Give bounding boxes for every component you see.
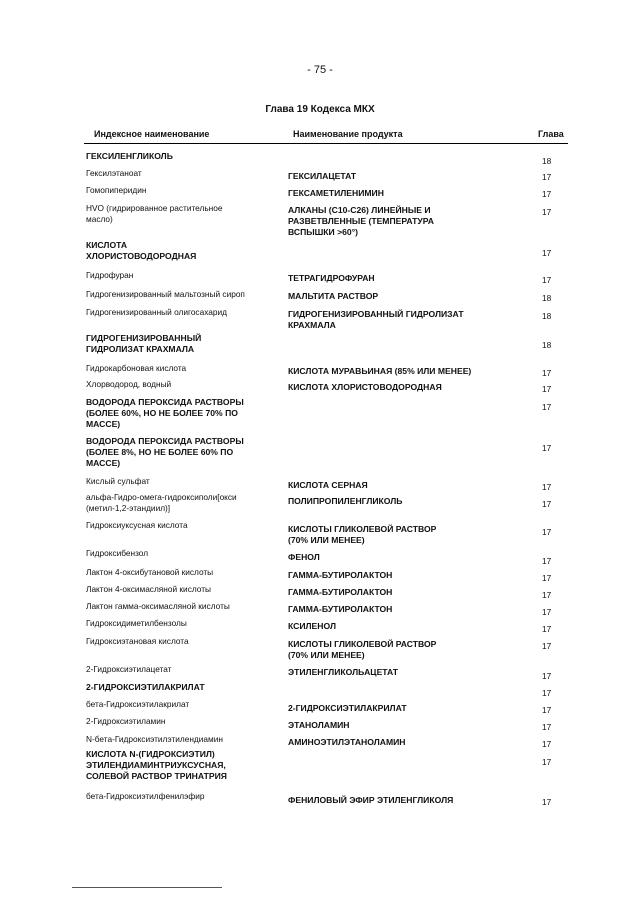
column-header-chapter: Глава <box>538 129 564 139</box>
product-name: 2-ГИДРОКСИЭТИЛАКРИЛАТ <box>288 703 407 713</box>
product-name: ТЕТРАГИДРОФУРАН <box>288 273 375 283</box>
product-name: ФЕНИЛОВЫЙ ЭФИР ЭТИЛЕНГЛИКОЛЯ <box>288 795 454 805</box>
footer-rule <box>72 887 222 888</box>
chapter-number: 17 <box>542 797 552 807</box>
index-name: HVO (гидрированное растительное масло) <box>86 203 223 224</box>
index-name: Гомопиперидин <box>86 185 147 195</box>
chapter-number: 17 <box>542 189 552 199</box>
index-name: Гидрогенизированный мальтозный сироп <box>86 289 245 299</box>
chapter-number: 17 <box>542 607 552 617</box>
chapter-number: 17 <box>542 705 552 715</box>
chapter-number: 17 <box>542 757 552 767</box>
index-name: N-бета-Гидроксиэтилэтилендиамин <box>86 734 223 744</box>
product-name: ГАММА-БУТИРОЛАКТОН <box>288 604 393 614</box>
index-name: ГИДРОГЕНИЗИРОВАННЫЙ ГИДРОЛИЗАТ КРАХМАЛА <box>86 333 202 354</box>
product-name: ГАММА-БУТИРОЛАКТОН <box>288 587 393 597</box>
chapter-number: 17 <box>542 172 552 182</box>
index-name: Гидрофуран <box>86 270 134 280</box>
index-name: КИСЛОТА N-(ГИДРОКСИЭТИЛ) ЭТИЛЕНДИАМИНТРИУКСУСНАЯ, СОЛЕВОЙ РАСТВОР ТРИНАТРИЯ <box>86 749 227 781</box>
chapter-number: 18 <box>542 293 552 303</box>
header-rule <box>84 143 568 144</box>
index-name: ВОДОРОДА ПЕРОКСИДА РАСТВОРЫ (БОЛЕЕ 60%, НО НЕ БОЛЕЕ 70% ПО МАССЕ) <box>86 397 244 429</box>
product-name: КИСЛОТА СЕРНАЯ <box>288 480 368 490</box>
chapter-number: 17 <box>542 402 552 412</box>
product-name: КИСЛОТА ХЛОРИСТОВОДОРОДНАЯ <box>288 382 442 392</box>
product-name: ГИДРОГЕНИЗИРОВАННЫЙ ГИДРОЛИЗАТ КРАХМАЛА <box>288 309 464 330</box>
chapter-number: 17 <box>542 671 552 681</box>
index-name: Гидроксиуксусная кислота <box>86 520 188 530</box>
chapter-number: 17 <box>542 590 552 600</box>
index-name: Хлорводород, водный <box>86 379 172 389</box>
chapter-number: 17 <box>542 573 552 583</box>
chapter-number: 17 <box>542 688 552 698</box>
product-name: ГАММА-БУТИРОЛАКТОН <box>288 570 393 580</box>
chapter-number: 17 <box>542 482 552 492</box>
product-name: ПОЛИПРОПИЛЕНГЛИКОЛЬ <box>288 496 403 506</box>
chapter-number: 17 <box>542 499 552 509</box>
product-name: АМИНОЭТИЛЭТАНОЛАМИН <box>288 737 406 747</box>
index-name: альфа-Гидро-омега-гидроксиполи[окси (метил-1,2-этандиил)] <box>86 492 237 513</box>
chapter-number: 17 <box>542 722 552 732</box>
product-name: КИСЛОТЫ ГЛИКОЛЕВОЙ РАСТВОР (70% ИЛИ МЕНЕЕ) <box>288 524 437 545</box>
index-name: Гидроксиэтановая кислота <box>86 636 189 646</box>
product-name: ЭТИЛЕНГЛИКОЛЬАЦЕТАТ <box>288 667 399 677</box>
product-name: КИСЛОТА МУРАВЬИНАЯ (85% ИЛИ МЕНЕЕ) <box>288 366 472 376</box>
product-name: ЭТАНОЛАМИН <box>288 720 350 730</box>
chapter-number: 17 <box>542 624 552 634</box>
chapter-number: 17 <box>542 248 552 258</box>
index-name: Кислый сульфат <box>86 476 150 486</box>
chapter-number: 18 <box>542 340 552 350</box>
document-title: Глава 19 Кодекса МКХ <box>265 104 375 115</box>
index-name: 2-ГИДРОКСИЭТИЛАКРИЛАТ <box>86 682 205 692</box>
column-header-index: Индексное наименование <box>94 129 210 139</box>
index-name: ГЕКСИЛЕНГЛИКОЛЬ <box>86 151 173 161</box>
chapter-number: 17 <box>542 556 552 566</box>
index-name: ВОДОРОДА ПЕРОКСИДА РАСТВОРЫ (БОЛЕЕ 8%, НО НЕ БОЛЕЕ 60% ПО МАССЕ) <box>86 436 244 468</box>
index-name: Гидрокарбоновая кислота <box>86 363 187 373</box>
index-name: Лактон 4-оксибутановой кислоты <box>86 567 214 577</box>
chapter-number: 18 <box>542 156 552 166</box>
chapter-number: 17 <box>542 207 552 217</box>
index-name: 2-Гидроксиэтиламин <box>86 716 166 726</box>
index-name: 2-Гидроксиэтилацетат <box>86 664 172 674</box>
product-name: МАЛЬТИТА РАСТВОР <box>288 291 379 301</box>
chapter-number: 17 <box>542 739 552 749</box>
chapter-number: 17 <box>542 368 552 378</box>
product-name: КИСЛОТЫ ГЛИКОЛЕВОЙ РАСТВОР (70% ИЛИ МЕНЕЕ) <box>288 639 437 660</box>
product-name: ФЕНОЛ <box>288 552 320 562</box>
product-name: ГЕКСИЛАЦЕТАТ <box>288 171 357 181</box>
index-name: Гидроксибензол <box>86 548 149 558</box>
index-name: Гидроксидиметилбензолы <box>86 618 187 628</box>
chapter-number: 17 <box>542 641 552 651</box>
index-name: Лактон гамма-оксимасляной кислоты <box>86 601 230 611</box>
chapter-number: 17 <box>542 527 552 537</box>
index-name: Гидрогенизированный олигосахарид <box>86 307 227 317</box>
index-name: бета-Гидроксиэтилфенилэфир <box>86 791 205 801</box>
column-header-product: Наименование продукта <box>293 129 403 139</box>
index-name: КИСЛОТА ХЛОРИСТОВОДОРОДНАЯ <box>86 240 197 261</box>
chapter-number: 17 <box>542 384 552 394</box>
chapter-number: 18 <box>542 311 552 321</box>
index-name: бета-Гидроксиэтилакрилат <box>86 699 190 709</box>
index-name: Лактон 4-оксимасляной кислоты <box>86 584 211 594</box>
product-name: ГЕКСАМЕТИЛЕНИМИН <box>288 188 384 198</box>
page-number: - 75 - <box>307 64 333 76</box>
chapter-number: 17 <box>542 443 552 453</box>
chapter-number: 17 <box>542 275 552 285</box>
product-name: АЛКАНЫ (C10-C26) ЛИНЕЙНЫЕ И РАЗВЕТВЛЕННЫЕ (ТЕМПЕРАТУРА ВСПЫШКИ >60°) <box>288 205 434 237</box>
index-name: Гексилэтаноат <box>86 168 142 178</box>
product-name: КСИЛЕНОЛ <box>288 621 336 631</box>
